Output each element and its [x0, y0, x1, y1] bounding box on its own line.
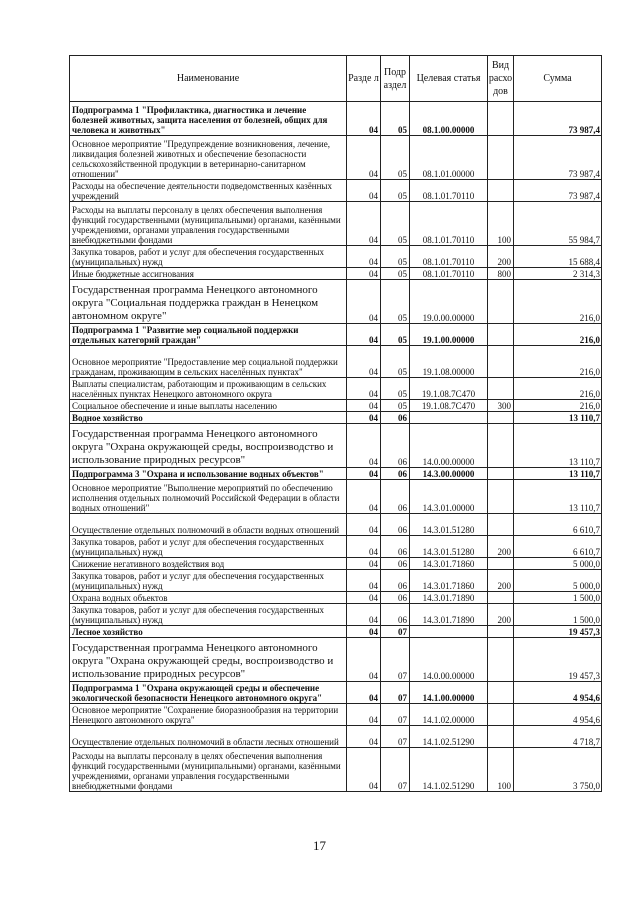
table-row — [70, 726, 602, 748]
row-target: 14.3.01.71890 — [410, 604, 488, 626]
table-row — [70, 748, 602, 792]
row-type — [488, 638, 514, 682]
row-section: 04 — [347, 268, 381, 280]
row-subsection: 06 — [381, 536, 410, 558]
row-type: 100 — [488, 202, 514, 246]
table-row — [70, 378, 602, 400]
table-row — [70, 536, 602, 558]
row-type: 200 — [488, 246, 514, 268]
row-sum: 15 688,4 — [514, 246, 602, 268]
row-sum: 73 987,4 — [514, 102, 602, 136]
row-subsection: 05 — [381, 324, 410, 346]
row-subsection: 06 — [381, 480, 410, 514]
page-number: 17 — [313, 838, 326, 853]
row-target: 14.3.01.51280 — [410, 514, 488, 536]
table-row — [70, 280, 602, 324]
row-subsection: 05 — [381, 346, 410, 378]
row-type — [488, 626, 514, 638]
row-sum: 5 000,0 — [514, 558, 602, 570]
row-type — [488, 726, 514, 748]
row-type — [488, 412, 514, 424]
row-name: Осуществление отдельных полномочий в области лесных отношений — [70, 726, 347, 748]
row-target: 19.0.00.00000 — [410, 280, 488, 324]
row-section: 04 — [347, 480, 381, 514]
table-row — [70, 682, 602, 704]
row-type: 200 — [488, 536, 514, 558]
table-row — [70, 514, 602, 536]
row-sum: 73 987,4 — [514, 136, 602, 180]
row-sum: 19 457,3 — [514, 626, 602, 638]
row-type — [488, 424, 514, 468]
row-target: 14.1.02.51290 — [410, 748, 488, 792]
row-target: 19.1.08.7С470 — [410, 400, 488, 412]
row-name: Подпрограмма 1 "Охрана окружающей среды и обеспечение экологической безопасности Ненецкого автономного округа" — [70, 682, 347, 704]
row-sum: 13 110,7 — [514, 468, 602, 480]
row-section: 04 — [347, 514, 381, 536]
row-target: 14.3.01.71890 — [410, 592, 488, 604]
row-sum: 55 984,7 — [514, 202, 602, 246]
row-name: Основное мероприятие "Предоставление мер социальной поддержки гражданам, проживающим в сельских населённых пунктах" — [70, 346, 347, 378]
header-name: Наименование — [70, 56, 347, 102]
row-name: Подпрограмма 1 "Развитие мер социальной поддержки отдельных категорий граждан" — [70, 324, 347, 346]
table-row — [70, 324, 602, 346]
row-type: 200 — [488, 604, 514, 626]
row-type — [488, 180, 514, 202]
row-name: Снижение негативного воздействия вод — [70, 558, 347, 570]
row-section: 04 — [347, 246, 381, 268]
table-row — [70, 412, 602, 424]
row-name: Государственная программа Ненецкого автономного округа "Социальная поддержка граждан в Ненецком автономном округе" — [70, 280, 347, 324]
header-target: Целевая статья — [410, 56, 488, 102]
row-target: 08.1.01.70110 — [410, 180, 488, 202]
table-row — [70, 704, 602, 726]
row-section: 04 — [347, 202, 381, 246]
row-subsection: 05 — [381, 136, 410, 180]
row-subsection: 06 — [381, 424, 410, 468]
row-name: Основное мероприятие "Предупреждение возникновения, лечение, ликвидация болезней животных и обеспечение безопасности сельскохозяйственной продукции в ветеринарно-санитарном отношении" — [70, 136, 347, 180]
row-type — [488, 102, 514, 136]
row-section: 04 — [347, 400, 381, 412]
row-section: 04 — [347, 626, 381, 638]
row-target: 08.1.01.70110 — [410, 246, 488, 268]
row-subsection: 05 — [381, 102, 410, 136]
header-subsection: Подр аздел — [381, 56, 410, 102]
table-row — [70, 136, 602, 180]
row-name: Охрана водных объектов — [70, 592, 347, 604]
row-sum: 4 718,7 — [514, 726, 602, 748]
row-sum: 4 954,6 — [514, 704, 602, 726]
row-sum: 216,0 — [514, 324, 602, 346]
row-sum: 216,0 — [514, 378, 602, 400]
row-type — [488, 378, 514, 400]
table-row — [70, 180, 602, 202]
budget-table — [69, 55, 602, 792]
table-row — [70, 604, 602, 626]
table-row — [70, 400, 602, 412]
row-subsection: 06 — [381, 570, 410, 592]
row-target — [410, 626, 488, 638]
row-target: 08.1.00.00000 — [410, 102, 488, 136]
row-section: 04 — [347, 536, 381, 558]
table-row — [70, 346, 602, 378]
row-type: 100 — [488, 748, 514, 792]
row-type — [488, 704, 514, 726]
row-section: 04 — [347, 468, 381, 480]
row-type — [488, 346, 514, 378]
row-target: 14.1.02.00000 — [410, 704, 488, 726]
row-sum: 6 610,7 — [514, 514, 602, 536]
row-target: 14.3.00.00000 — [410, 468, 488, 480]
row-section: 04 — [347, 180, 381, 202]
row-sum: 2 314,3 — [514, 268, 602, 280]
row-subsection: 07 — [381, 726, 410, 748]
row-section: 04 — [347, 570, 381, 592]
row-subsection: 05 — [381, 180, 410, 202]
row-name: Закупка товаров, работ и услуг для обеспечения государственных (муниципальных) нужд — [70, 604, 347, 626]
row-section: 04 — [347, 604, 381, 626]
row-subsection: 07 — [381, 748, 410, 792]
row-target: 14.3.01.71860 — [410, 570, 488, 592]
header-type: Вид расхо дов — [488, 56, 514, 102]
row-name: Закупка товаров, работ и услуг для обеспечения государственных (муниципальных) нужд — [70, 570, 347, 592]
header-section: Разде л — [347, 56, 381, 102]
row-section: 04 — [347, 592, 381, 604]
row-name: Основное мероприятие "Выполнение мероприятий по обеспечению исполнения отдельных полномочий Российской Федерации в области водных отношений" — [70, 480, 347, 514]
row-subsection: 05 — [381, 280, 410, 324]
row-type — [488, 682, 514, 704]
row-target — [410, 412, 488, 424]
row-subsection: 06 — [381, 592, 410, 604]
row-target: 14.3.01.51280 — [410, 536, 488, 558]
table-row — [70, 592, 602, 604]
row-name: Расходы на обеспечение деятельности подведомственных казённых учреждений — [70, 180, 347, 202]
table-header-row — [70, 56, 602, 102]
row-subsection: 07 — [381, 638, 410, 682]
row-section: 04 — [347, 726, 381, 748]
table-row — [70, 202, 602, 246]
row-name: Осуществление отдельных полномочий в области водных отношений — [70, 514, 347, 536]
table-row — [70, 626, 602, 638]
row-subsection: 06 — [381, 468, 410, 480]
row-target: 08.1.01.70110 — [410, 202, 488, 246]
row-target: 19.1.08.00000 — [410, 346, 488, 378]
row-section: 04 — [347, 558, 381, 570]
row-target: 14.1.00.00000 — [410, 682, 488, 704]
table-row — [70, 102, 602, 136]
row-sum: 13 110,7 — [514, 412, 602, 424]
row-sum: 216,0 — [514, 346, 602, 378]
row-subsection: 05 — [381, 268, 410, 280]
row-type — [488, 468, 514, 480]
row-sum: 1 500,0 — [514, 604, 602, 626]
row-type — [488, 558, 514, 570]
row-sum: 73 987,4 — [514, 180, 602, 202]
row-target: 14.0.00.00000 — [410, 424, 488, 468]
row-type — [488, 480, 514, 514]
row-name: Выплаты специалистам, работающим и проживающим в сельских населённых пунктах Ненецкого автономного округа — [70, 378, 347, 400]
row-type: 300 — [488, 400, 514, 412]
row-sum: 1 500,0 — [514, 592, 602, 604]
table-row — [70, 480, 602, 514]
table-row — [70, 558, 602, 570]
row-name: Расходы на выплаты персоналу в целях обеспечения выполнения функций государственными (муниципальными) органами, казёнными учреждениями, органами управления государственными внебюджетными фондами — [70, 202, 347, 246]
row-section: 04 — [347, 324, 381, 346]
row-target: 19.1.08.7С470 — [410, 378, 488, 400]
row-name: Водное хозяйство — [70, 412, 347, 424]
row-section: 04 — [347, 682, 381, 704]
row-type — [488, 136, 514, 180]
table-row — [70, 468, 602, 480]
row-subsection: 05 — [381, 400, 410, 412]
row-subsection: 05 — [381, 246, 410, 268]
row-type — [488, 280, 514, 324]
row-name: Подпрограмма 1 "Профилактика, диагностика и лечение болезней животных, защита населения от болезней, общих для человека и животных" — [70, 102, 347, 136]
row-sum: 5 000,0 — [514, 570, 602, 592]
row-subsection: 07 — [381, 704, 410, 726]
row-sum: 13 110,7 — [514, 424, 602, 468]
row-section: 04 — [347, 638, 381, 682]
row-name: Лесное хозяйство — [70, 626, 347, 638]
row-subsection: 06 — [381, 412, 410, 424]
row-type: 200 — [488, 570, 514, 592]
row-sum: 216,0 — [514, 400, 602, 412]
row-name: Расходы на выплаты персоналу в целях обеспечения выполнения функций государственными (муниципальными) органами, казёнными учреждениями, органами управления государственными внебюджетными фондами — [70, 748, 347, 792]
row-sum: 4 954,6 — [514, 682, 602, 704]
row-name: Государственная программа Ненецкого автономного округа "Охрана окружающей среды, воспроизводство и использование природных ресурсов" — [70, 638, 347, 682]
row-type — [488, 592, 514, 604]
row-name: Подпрограмма 3 "Охрана и использование водных объектов" — [70, 468, 347, 480]
row-sum: 19 457,3 — [514, 638, 602, 682]
table-row — [70, 246, 602, 268]
table-row — [70, 638, 602, 682]
row-subsection: 06 — [381, 514, 410, 536]
row-type — [488, 514, 514, 536]
row-target: 14.0.00.00000 — [410, 638, 488, 682]
row-type: 800 — [488, 268, 514, 280]
row-section: 04 — [347, 280, 381, 324]
table-row — [70, 268, 602, 280]
row-section: 04 — [347, 704, 381, 726]
row-subsection: 06 — [381, 604, 410, 626]
row-section: 04 — [347, 748, 381, 792]
table-row — [70, 570, 602, 592]
row-sum: 3 750,0 — [514, 748, 602, 792]
row-subsection: 07 — [381, 626, 410, 638]
row-section: 04 — [347, 412, 381, 424]
row-name: Закупка товаров, работ и услуг для обеспечения государственных (муниципальных) нужд — [70, 246, 347, 268]
header-sum: Сумма — [514, 56, 602, 102]
row-subsection: 06 — [381, 558, 410, 570]
row-section: 04 — [347, 136, 381, 180]
row-target: 14.3.01.71860 — [410, 558, 488, 570]
row-subsection: 05 — [381, 202, 410, 246]
row-name: Закупка товаров, работ и услуг для обеспечения государственных (муниципальных) нужд — [70, 536, 347, 558]
row-target: 19.1.00.00000 — [410, 324, 488, 346]
row-name: Государственная программа Ненецкого автономного округа "Охрана окружающей среды, воспроизводство и использование природных ресурсов" — [70, 424, 347, 468]
row-section: 04 — [347, 424, 381, 468]
row-subsection: 07 — [381, 682, 410, 704]
row-target: 08.1.01.00000 — [410, 136, 488, 180]
row-name: Иные бюджетные ассигнования — [70, 268, 347, 280]
row-subsection: 05 — [381, 378, 410, 400]
row-section: 04 — [347, 378, 381, 400]
row-name: Основное мероприятие "Сохранение биоразнообразия на территории Ненецкого автономного округа" — [70, 704, 347, 726]
row-sum: 216,0 — [514, 280, 602, 324]
row-type — [488, 324, 514, 346]
row-sum: 13 110,7 — [514, 480, 602, 514]
row-target: 08.1.01.70110 — [410, 268, 488, 280]
row-sum: 6 610,7 — [514, 536, 602, 558]
row-name: Социальное обеспечение и иные выплаты населению — [70, 400, 347, 412]
table-row — [70, 424, 602, 468]
row-target: 14.1.02.51290 — [410, 726, 488, 748]
row-section: 04 — [347, 102, 381, 136]
row-section: 04 — [347, 346, 381, 378]
row-target: 14.3.01.00000 — [410, 480, 488, 514]
